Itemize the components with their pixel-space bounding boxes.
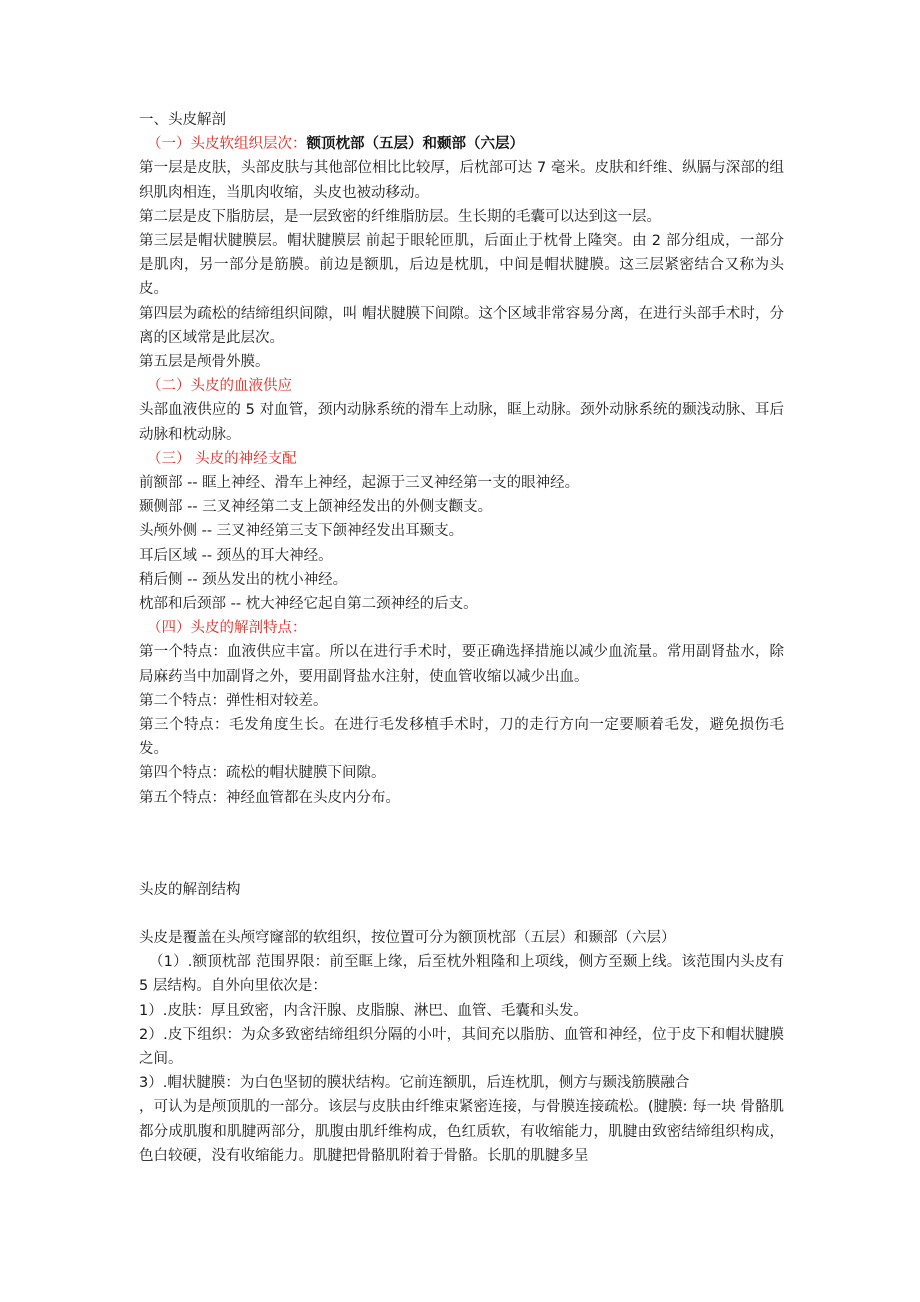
structure-item: 1）.皮肤：厚且致密，内含汗腺、皮脂腺、淋巴、血管、毛囊和头发。 [139,1002,588,1019]
feature-item: 第二个特点：弹性相对较差。 [139,692,328,709]
structure-item: 2）.皮下组织：为众多致密结缔组织分隔的小叶，其间充以脂肪、血管和神经，位于皮下和帽状腱膜之间。 [139,1026,784,1068]
feature-item: 第四个特点：疏松的帽状腱膜下间隙。 [139,765,386,782]
layer-paragraph: 第一层是皮肤，头部皮肤与其他部位相比比较厚，后枕部可达 7 毫米。皮肤和纤维、纵膈与深部的组织肌肉相连，当肌肉收缩，头皮也被动移动。 [139,160,784,201]
feature-item: 第一个特点：血液供应丰富。所以在进行手术时，要正确选择措施以减少血流量。常用副肾盐水，除局麻药当中加副肾之外，要用副肾盐水注射，使血管收缩以减少出血。 [139,644,784,685]
subsection-heading-red: （一）头皮软组织层次： [147,136,307,153]
subsection-heading-3: （三） 头皮的神经支配 [147,450,297,467]
blood-supply-paragraph: 头部血液供应的 5 对血管，颈内动脉系统的滑车上动脉，眶上动脉。颈外动脉系统的颞浅动脉、耳后动脉和枕动脉。 [139,402,784,443]
nerve-item: 枕部和后颈部 -- 枕大神经它起自第二颈神经的后支。 [139,596,478,612]
section2-intro: 头皮是覆盖在头颅穹窿部的软组织，按位置可分为额顶枕部（五层）和颞部（六层） [139,930,676,946]
feature-item: 第五个特点：神经血管都在头皮内分布。 [139,789,400,806]
section2-part1: （1）.额顶枕部 范围界限：前至眶上缘，后至枕外粗隆和上项线，侧方至颞上线。该范围内头皮有 5 层结构。自外向里依次是： [139,954,784,995]
section-title: 一、头皮解剖 [139,112,226,128]
nerve-item: 前额部 -- 眶上神经、滑车上神经，起源于三叉神经第一支的眼神经。 [139,474,580,491]
subsection-heading-4: （四）头皮的解剖特点： [147,620,307,637]
structure-item: 3）.帽状腱膜：为白色坚韧的膜状结构。它前连额肌，后连枕肌，侧方与颞浅筋膜融合 [139,1075,690,1092]
section-gap [139,810,784,878]
nerve-item: 稍后侧 -- 颈丛发出的枕小神经。 [139,571,348,588]
subsection-heading-bold: 额顶枕部（五层）和颞部（六层） [306,136,524,153]
section-gap [139,902,784,926]
layer-paragraph: 第四层为疏松的结缔组织间隙，叫 帽状腱膜下间隙。这个区域非常容易分离，在进行头部手术时，分离的区域常是此层次。 [139,305,784,346]
section2-title: 头皮的解剖结构 [139,881,241,898]
nerve-item: 颞侧部 -- 三叉神经第二支上颌神经发出的外侧支颧支。 [139,499,493,516]
nerve-item: 耳后区域 -- 颈丛的耳大神经。 [139,547,333,564]
document-page [139,108,784,1168]
feature-item: 第三个特点：毛发角度生长。在进行毛发移植手术时，刀的走行方向一定要顺着毛发，避免损伤毛发。 [139,717,784,758]
layer-paragraph: 第三层是帽状腱膜层。帽状腱膜层 前起于眼轮匝肌，后面止于枕骨上隆突。由 2 部分组成，一部分是肌肉，另一部分是筋膜。前边是额肌，后边是枕肌，中间是帽状腱膜。这三层紧密结合又称为头皮。 [139,232,784,298]
subsection-heading-1 [139,132,784,156]
nerve-item: 头颅外侧 -- 三叉神经第三支下颌神经发出耳颞支。 [139,523,464,540]
subsection-heading-2: （二）头皮的血液供应 [147,378,292,395]
layer-paragraph: 第五层是颅骨外膜。 [139,354,270,370]
layer-paragraph: 第二层是皮下脂肪层，是一层致密的纤维脂肪层。生长期的毛囊可以达到这一层。 [139,208,661,225]
structure-continuation: ，可认为是颅顶肌的一部分。该层与皮肤由纤维束紧密连接，与骨膜连接疏松。(腱膜: 每一块 骨骼肌都分成肌腹和肌腱两部分，肌腹由肌纤维构成，色红质软，有收缩能力，肌腱由致密结缔组织构成，色白较硬，没有收缩能力。肌腱把骨骼肌附着于骨骼。长肌的肌腱多呈 [139,1099,784,1164]
